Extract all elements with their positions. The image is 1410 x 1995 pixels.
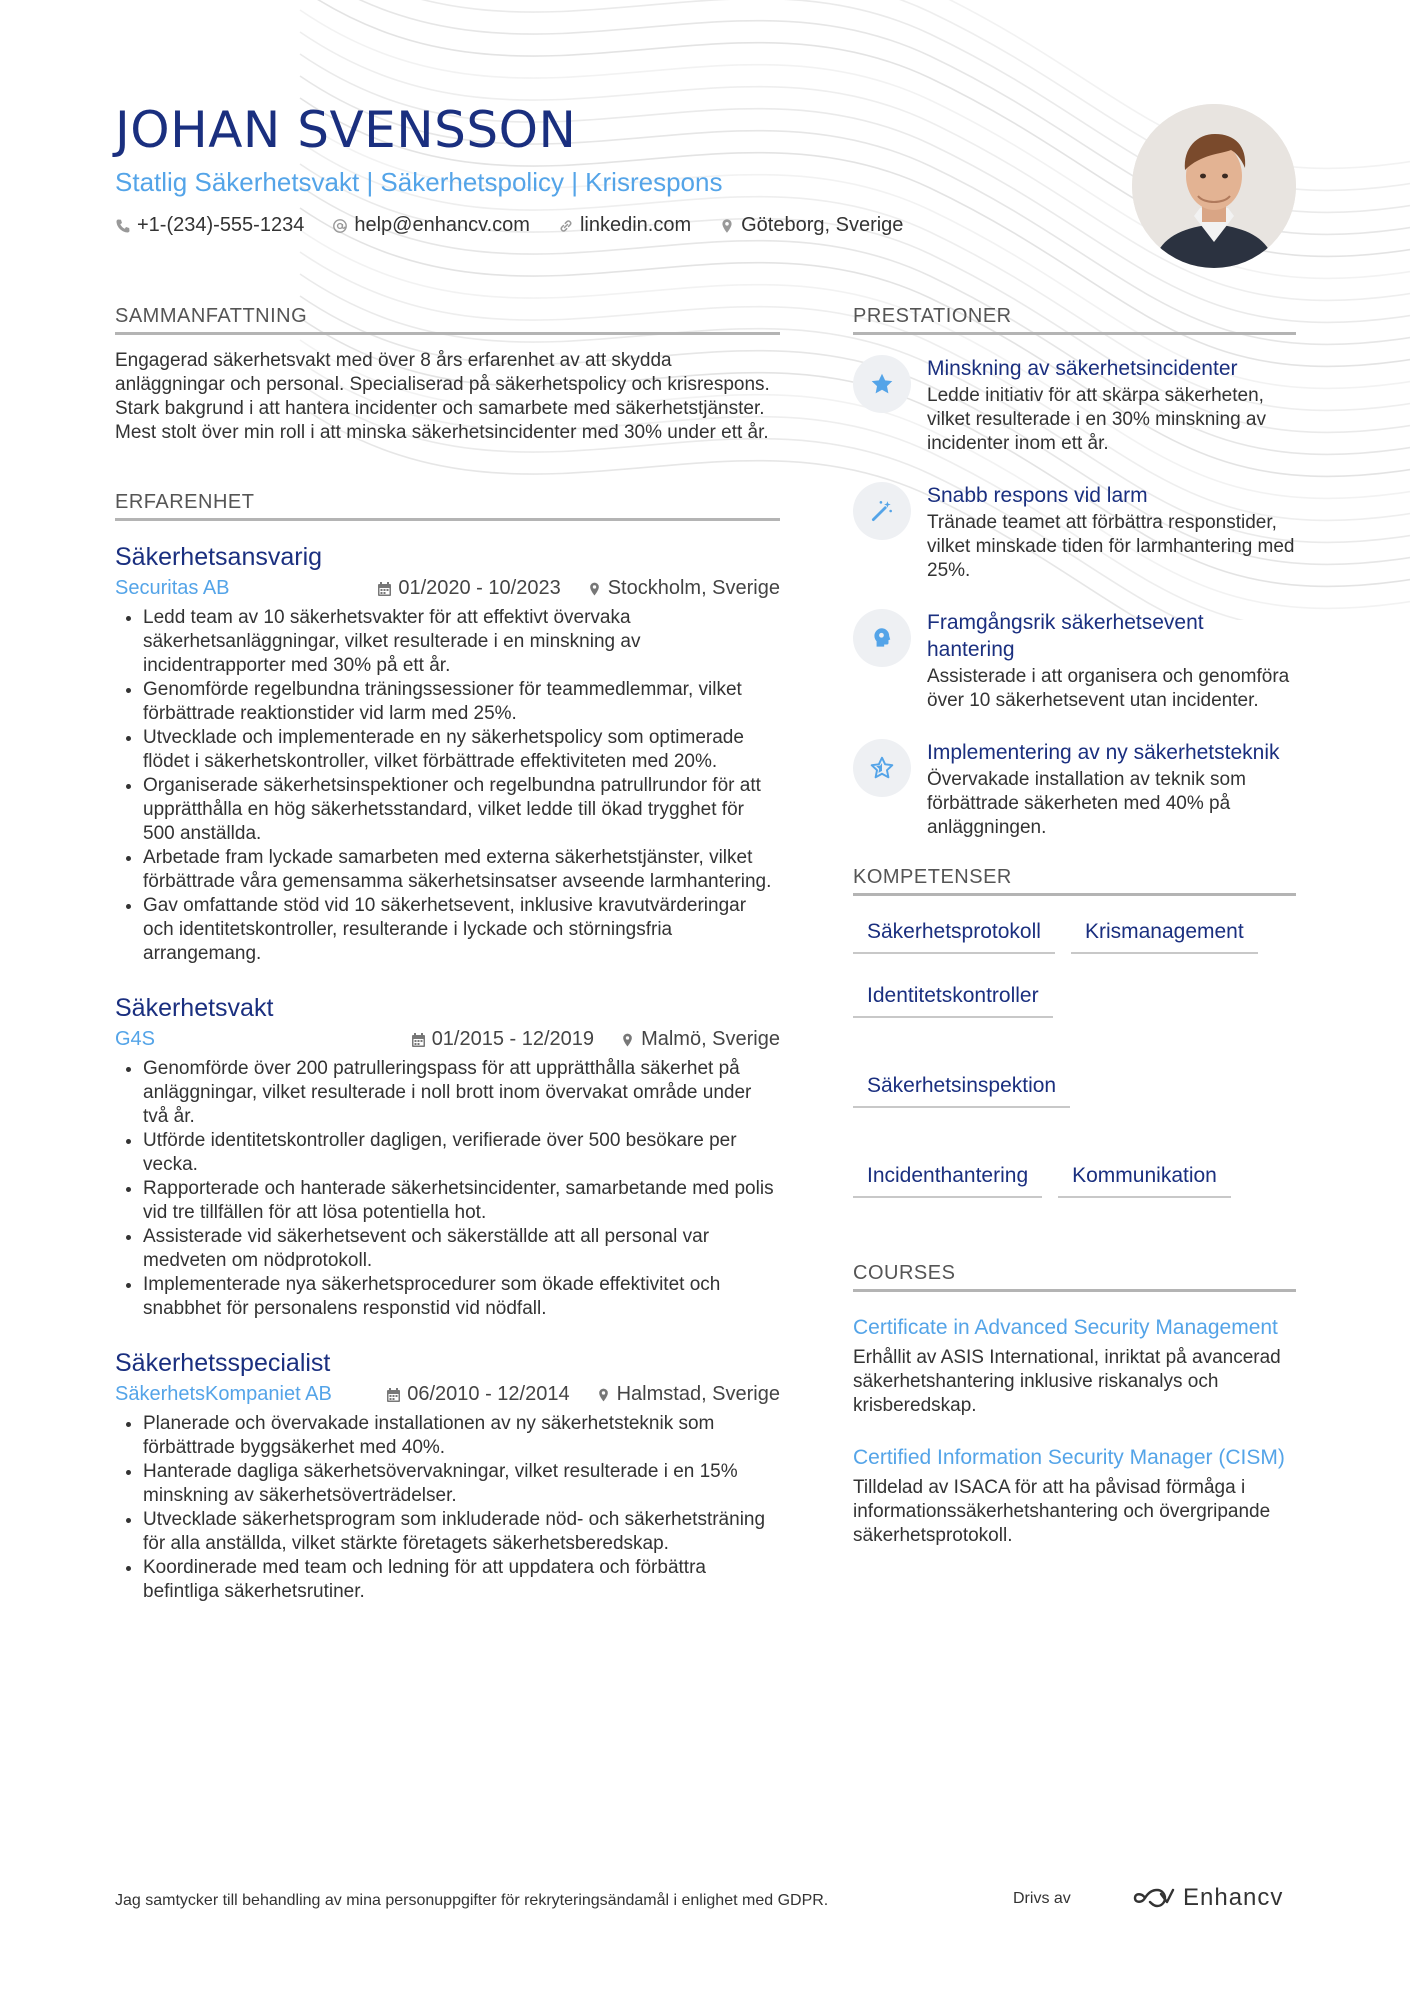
skill-tag: Identitetskontroller: [853, 980, 1053, 1018]
skill-tag: Säkerhetsinspektion: [853, 1070, 1070, 1108]
phone-icon: [115, 218, 131, 234]
bullet-item: Koordinerade med team och ledning för att uppdatera och förbättra befintliga säkerhetsrutiner.: [115, 1556, 780, 1604]
job-dates-text: 06/2010 - 12/2014: [407, 1383, 570, 1405]
skill-tag: Krismanagement: [1071, 916, 1258, 954]
skill-tag: Säkerhetsprotokoll: [853, 916, 1055, 954]
bullet-item: Genomförde regelbundna träningssessioner för teammedlemmar, vilket förbättrade reaktionstider vid larm med 25%.: [115, 678, 780, 726]
summary-section: [115, 305, 780, 445]
email-address: help@enhancv.com: [354, 214, 530, 236]
achievements-heading: PRESTATIONER: [853, 305, 1296, 335]
brand-name: Enhancv: [1183, 1884, 1284, 1911]
job-dates-text: 01/2020 - 10/2023: [398, 577, 561, 599]
calendar-icon: [411, 1032, 426, 1048]
bullet-item: Assisterade vid säkerhetsevent och säkerställde att all personal var medveten om nödprotokoll.: [115, 1225, 780, 1273]
bullet-item: Planerade och övervakade installationen av ny säkerhetsteknik som förbättrade byggsäkerhet med 40%.: [115, 1412, 780, 1460]
candidate-tagline: Statlig Säkerhetsvakt | Säkerhetspolicy | Krisrespons: [115, 167, 723, 197]
at-icon: [332, 218, 348, 234]
course-desc: Tilldelad av ISACA för att ha påvisad förmåga i informationssäkerhetshantering och övergripande säkerhetsprotokoll.: [853, 1477, 1271, 1546]
bullet-item: Ledd team av 10 säkerhetsvakter för att effektivt övervaka säkerhetsanläggningar, vilket resulterade i en minskning av incidentrapporter med 30% på ett år.: [115, 606, 780, 678]
achievement-title: Minskning av säkerhetsincidenter: [927, 357, 1238, 380]
bullet-item: Genomförde över 200 patrulleringspass för att upprätthålla säkerhet på anläggningar, vilket resulterade i noll brott inom övervakat område under två år.: [115, 1057, 780, 1129]
bullet-item: Utförde identitetskontroller dagligen, verifierade över 500 besökare per vecka.: [115, 1129, 780, 1177]
job-location-text: Stockholm, Sverige: [607, 577, 780, 599]
achievement-title: Implementering av ny säkerhetsteknik: [927, 741, 1280, 764]
job-title: Säkerhetsansvarig: [115, 543, 323, 571]
job-meta: [115, 1383, 780, 1406]
job-location: [620, 1028, 780, 1051]
achievement-desc: Tränade teamet att förbättra responstider, vilket minskade tiden för larmhantering med 25%.: [927, 512, 1295, 581]
summary-heading: SAMMANFATTNING: [115, 305, 780, 335]
location-pin-icon: [719, 218, 735, 234]
gdpr-consent: Jag samtycker till behandling av mina personuppgifter för rekryteringsändamål i enlighet med GDPR.: [115, 1892, 829, 1909]
job-title: Säkerhetsspecialist: [115, 1349, 331, 1377]
achievement-item: [853, 482, 1296, 583]
location-text: Göteborg, Sverige: [741, 214, 904, 236]
link-icon: [558, 218, 574, 234]
calendar-icon: [386, 1387, 401, 1403]
job-location-text: Malmö, Sverige: [641, 1028, 780, 1050]
job-dates: [377, 577, 560, 600]
phone-number: +1-(234)-555-1234: [137, 214, 305, 236]
job-location: [587, 577, 780, 600]
star-icon: [869, 371, 895, 397]
profile-photo: [1132, 104, 1296, 268]
bullet-item: Utvecklade och implementerade en ny säkerhetspolicy som optimerade flödet i säkerhetskontroller, vilket förbättrade effektiviteten med 20%.: [115, 726, 780, 774]
footer: [115, 1884, 1295, 1924]
job-entry: [115, 1347, 780, 1604]
job-location-text: Halmstad, Sverige: [616, 1383, 780, 1405]
location-pin-icon: [596, 1387, 611, 1403]
achievement-desc: Assisterade i att organisera och genomföra över 10 säkerhetsevent utan incidenter.: [927, 666, 1290, 711]
course-item: [853, 1314, 1296, 1418]
skills-section: [853, 866, 1296, 1198]
contact-email[interactable]: [332, 214, 530, 237]
achievement-icon-circle: [853, 739, 911, 797]
right-column: [853, 305, 1296, 1568]
achievement-desc: Ledde initiativ för att skärpa säkerheten, vilket resulterade i en 30% minskning av incidenter inom ett år.: [927, 385, 1267, 454]
job-entry: [115, 992, 780, 1321]
achievement-icon-circle: [853, 482, 911, 540]
job-bullets: [115, 1412, 780, 1604]
bullet-item: Arbetade fram lyckade samarbeten med externa säkerhetstjänster, vilket förbättrade våra gemensamma säkerhetsinsatser avseende larmhantering.: [115, 846, 780, 894]
course-title: Certificate in Advanced Security Management: [853, 1316, 1278, 1339]
job-dates-text: 01/2015 - 12/2019: [431, 1028, 595, 1050]
experience-section: [115, 491, 780, 1604]
bullet-item: Implementerade nya säkerhetsprocedurer som ökade effektivitet och snabbhet för personalens responstid vid nödfall.: [115, 1273, 780, 1321]
location-pin-icon: [620, 1032, 635, 1048]
calendar-icon: [377, 581, 392, 597]
job-bullets: [115, 1057, 780, 1321]
experience-heading: ERFARENHET: [115, 491, 780, 521]
achievement-title: Snabb respons vid larm: [927, 484, 1148, 507]
job-location: [596, 1383, 780, 1406]
bullet-item: Hanterade dagliga säkerhetsövervakningar, vilket resulterade i en 15% minskning av säkerhetsöverträdelser.: [115, 1460, 780, 1508]
linkedin-url: linkedin.com: [579, 214, 692, 236]
contact-location: [719, 214, 903, 237]
achievement-icon-circle: [853, 609, 911, 667]
contact-phone[interactable]: [115, 214, 304, 237]
job-meta: [115, 577, 780, 600]
contact-linkedin[interactable]: [558, 214, 691, 237]
company-name: G4S: [115, 1028, 156, 1050]
bullet-item: Organiserade säkerhetsinspektioner och regelbundna patrullrundor för att upprätthålla en hög säkerhetsstandard, vilket ledde till ökad trygghet för 500 anställda.: [115, 774, 780, 846]
course-desc: Erhållit av ASIS International, inriktat på avancerad säkerhetshantering inklusive riskanalys och krisberedskap.: [853, 1347, 1281, 1416]
head-brain-icon: [869, 625, 895, 651]
courses-heading: COURSES: [853, 1262, 1296, 1292]
powered-by-label: Drivs av: [1013, 1890, 1071, 1907]
bullet-item: Gav omfattande stöd vid 10 säkerhetsevent, inklusive kravutvärderingar och identitetskontroller, resulterande i lyckade och störningsfria arrangemang.: [115, 894, 780, 966]
company-name: Securitas AB: [115, 577, 230, 599]
achievement-icon-circle: [853, 355, 911, 413]
achievement-item: [853, 609, 1296, 713]
job-bullets: [115, 606, 780, 966]
job-dates: [386, 1383, 569, 1406]
header: [115, 100, 1115, 237]
person-avatar-icon: [1132, 104, 1296, 268]
skills-list: [853, 916, 1296, 1198]
job-dates: [411, 1028, 594, 1051]
skill-tag: Kommunikation: [1058, 1160, 1231, 1198]
job-title: Säkerhetsvakt: [115, 994, 274, 1022]
left-column: [115, 305, 780, 1604]
enhancv-logo-icon: [1131, 1886, 1175, 1910]
achievement-title: Framgångsrik säkerhetsevent hantering: [927, 611, 1204, 661]
achievement-item: [853, 739, 1296, 840]
job-meta: [115, 1028, 780, 1051]
skill-tag: Incidenthantering: [853, 1160, 1042, 1198]
enhancv-logo[interactable]: [1131, 1884, 1283, 1912]
magic-wand-icon: [869, 498, 895, 524]
contact-info: [115, 214, 1115, 237]
achievements-section: [853, 305, 1296, 840]
courses-section: [853, 1262, 1296, 1548]
candidate-name: JOHAN SVENSSON: [115, 101, 577, 159]
course-title: Certified Information Security Manager (CISM): [853, 1446, 1285, 1469]
bullet-item: Rapporterade och hanterade säkerhetsincidenter, samarbetande med polis vid tre tillfällen för att lösa potentiella hot.: [115, 1177, 780, 1225]
skills-heading: KOMPETENSER: [853, 866, 1296, 896]
job-entry: [115, 541, 780, 966]
summary-text: Engagerad säkerhetsvakt med över 8 års erfarenhet av att skydda anläggningar och personal. Specialiserad på säkerhetspolicy och krisrespons. Stark bakgrund i att hantera incidenter och samarbete med säkerhetstjänster. Mest stolt över min roll i att minska säkerhetsincidenter med 30% under ett år.: [115, 350, 770, 443]
course-item: [853, 1444, 1296, 1548]
achievement-item: [853, 355, 1296, 456]
star-outline-icon: [869, 755, 895, 781]
location-pin-icon: [587, 581, 602, 597]
achievement-desc: Övervakade installation av teknik som förbättrade säkerheten med 40% på anläggningen.: [927, 769, 1246, 838]
bullet-item: Utvecklade säkerhetsprogram som inkluderade nöd- och säkerhetsträning för alla anställda, vilket stärkte företagets säkerhetsberedskap.: [115, 1508, 780, 1556]
company-name: SäkerhetsKompaniet AB: [115, 1383, 332, 1405]
